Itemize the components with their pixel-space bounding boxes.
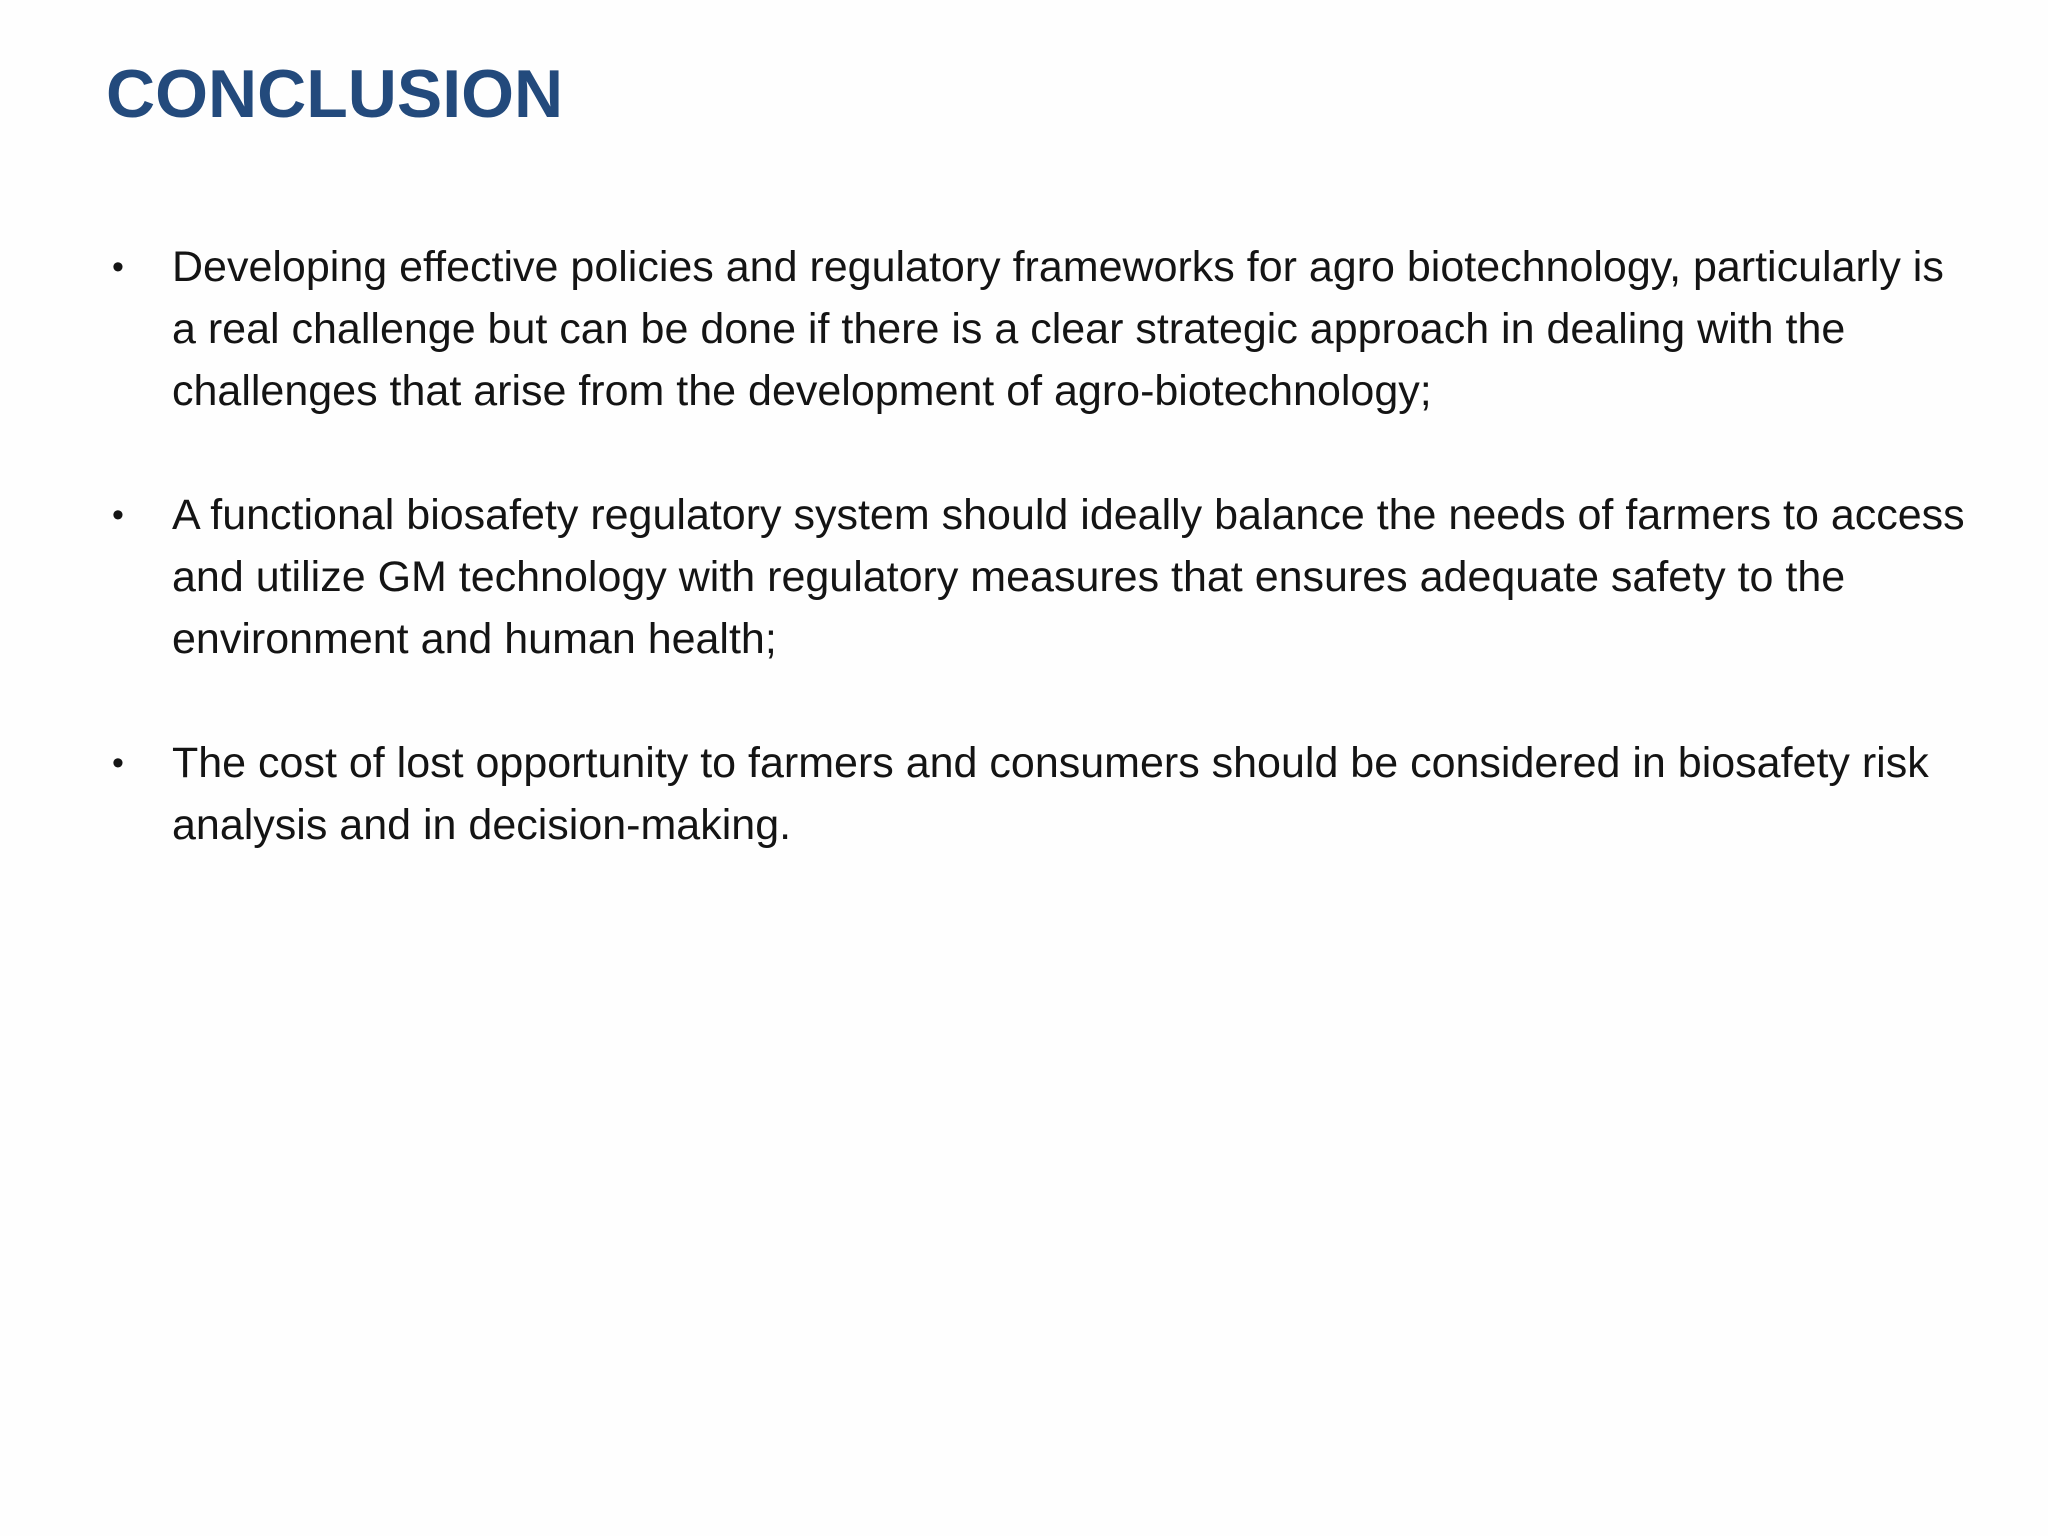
bullet-text: The cost of lost opportunity to farmers and consumers should be considered in biosafety risk analysis and in decision-making. — [172, 739, 1929, 849]
bullet-item — [106, 236, 1966, 422]
bullet-text: A functional biosafety regulatory system should ideally balance the needs of farmers to access and utilize GM technology with regulatory measures that ensures adequate safety to the environment and human health; — [172, 491, 1965, 663]
bullet-dot-icon: • — [112, 496, 124, 534]
bullet-dot-icon: • — [112, 248, 124, 286]
bullet-dot-icon: • — [112, 744, 124, 782]
bullet-item — [106, 484, 1966, 670]
bullet-text: Developing effective policies and regulatory frameworks for agro biotechnology, particularly is a real challenge but can be done if there is a clear strategic approach in dealing with the challenges that arise from the development of agro-biotechnology; — [172, 243, 1944, 415]
bullet-list — [106, 236, 1966, 918]
bullet-item — [106, 732, 1966, 856]
slide-title: CONCLUSION — [106, 56, 564, 132]
